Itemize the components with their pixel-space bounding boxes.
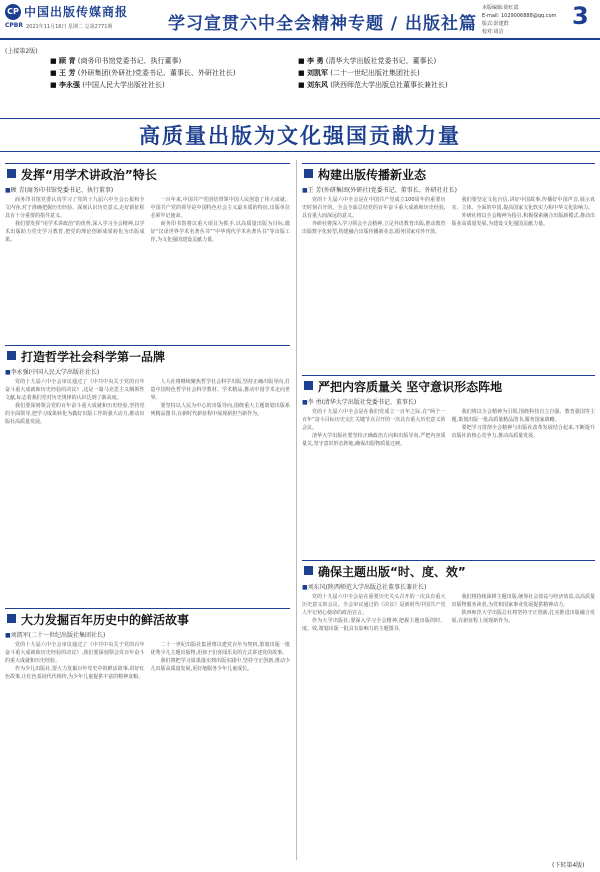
article-academic-politics (5, 163, 290, 341)
text-column (302, 593, 446, 633)
text-column (452, 196, 596, 236)
newspaper-abbr: CPBR (5, 22, 23, 29)
contributor (298, 67, 448, 79)
continued-to-page: (下转第4版) (552, 862, 585, 869)
editor-line: 版式:彭建群 (482, 21, 509, 27)
section-title: 学习宣贯六中全会精神专题 / 出版社篇 (168, 14, 478, 34)
paragraph: 商务印书馆将以重大项目为抓手,以高质量出版为目标,做好“汉译世界学术名著丛书”“中华现代学术名著丛书”等出版工作,为文化强国建设贡献力量。 (150, 221, 290, 243)
text-column (151, 378, 291, 426)
contributor (50, 55, 236, 67)
text-column (452, 408, 596, 448)
issue-date: 2021年11月16日 (26, 24, 67, 30)
paragraph: 党的十九届六中全会是在重要历史关头召开的一次具有重大历史意义的会议。全会审议通过的《决议》是新时代中国共产党人牢记初心使命的政治宣言。 (302, 594, 446, 616)
paragraph: 一百年来,中国共产党团结带领中国人民创造了伟大成就。中国共产党的领导是中国特色社会主义最本质的特征,出版单位必须牢记使命。 (150, 197, 290, 219)
contributor-title: (陕西师范大学出版总社董事长兼社长) (330, 81, 448, 89)
masthead (0, 0, 600, 40)
main-headline: 高质量出版为文化强国贡献力量 (139, 124, 461, 148)
paragraph: 作为大学出版社,要深入学习全会精神,把握主题出版的时、度、效,策划出版一批具有影响力的主题图书。 (302, 618, 446, 632)
paragraph: 人大社将继续聚焦哲学社会科学出版,坚持正确出版导向,打造中国特色哲学社会科学教材、学术精品,推动中国学术走向世界。 (150, 379, 290, 401)
contributor-title: (清华大学出版社党委书记、董事长) (325, 57, 437, 65)
article-theme-publishing (302, 560, 595, 855)
paragraph: 我们要深刻领会党的百年奋斗重大成就和历史经验,坚持党的全面领导,把学习成果转化为做好出版工作的强大动力,推动出版社高质量发展。 (5, 403, 145, 425)
text-column (5, 196, 145, 244)
text-column (151, 196, 291, 244)
main-headline-banner (0, 118, 600, 152)
paragraph: 作为少儿出版社,要大力发掘百年党史中的鲜活故事,讲好红色故事,让红色基因代代相传,为少年儿童提供丰富的精神食粮。 (5, 666, 145, 680)
contributors-right (298, 55, 448, 91)
paragraph: 要把学习贯彻全会精神与出版社改革发展结合起来,不断提升出版社的核心竞争力,推动高质量发展。 (451, 425, 595, 439)
column-divider (296, 160, 297, 860)
editor-email[interactable]: E-mail: 1029006888@qq.com (482, 13, 557, 19)
paragraph: 外研社将深入学习领会全会精神,立足外语教育出版,推动教育出版数字化转型,构建融合出版传播新业态,服务国家对外开放。 (302, 221, 446, 235)
newspaper-name: 中国出版传媒商报 (24, 5, 129, 19)
article-byline: ■ 李 勇(清华大学出版社党委书记、董事长) (302, 397, 595, 406)
article-title: 发挥“用学术讲政治”特长 (5, 163, 290, 183)
article-content-quality (302, 375, 595, 540)
contributor-name: ■ 李 勇 (298, 57, 324, 65)
paragraph: 我们将把学习成果落实到出版实践中,坚持守正创新,推动少儿出版高质量发展,更好地服务少年儿童成长。 (150, 658, 290, 672)
contributor-title: (二十一世纪出版社集团社长) (330, 69, 420, 77)
article-byline: ■ 刘东风(陕西师范大学出版总社董事长兼社长) (302, 582, 595, 591)
contributor-name: ■ 刘东风 (298, 81, 329, 89)
editor-line: 本版编辑:徐红霞 (482, 5, 519, 11)
contributor (298, 79, 448, 91)
article-social-science-brand (5, 345, 290, 525)
article-title: 构建出版传播新业态 (302, 163, 595, 183)
contributor-title: (商务印书馆党委书记、执行董事) (77, 57, 182, 65)
continued-note: (上接第2版) (5, 48, 38, 55)
issue-weekday: 星期二 (68, 24, 84, 30)
paragraph: 我们将持续深耕主题出版,统筹社会效益与经济效益,以高质量出版物服务读者,为党和国家事业发展提供精神动力。 (451, 594, 595, 608)
contributor (50, 79, 236, 91)
newspaper-logo-icon: CP (5, 4, 21, 20)
paragraph: 我们要发挥“用学术讲政治”的优势,深入学习全会精神,以学术出版助力党史学习教育,把党的理论创新成果转化为出版成果。 (5, 221, 145, 243)
contributor-title: (中国人民大学出版社社长) (82, 81, 165, 89)
article-publishing-ecosystem (302, 163, 595, 318)
contributor-name: ■ 李永强 (50, 81, 81, 89)
contributor-name: ■ 顾 青 (50, 57, 76, 65)
article-byline: ■ 顾 青(商务印书馆党委书记、执行董事) (5, 185, 290, 194)
page-number: 3 (572, 2, 589, 30)
editor-line: 校对:周洁 (482, 29, 504, 35)
paragraph: 党的十九届六中全会审议通过了《中共中央关于党的百年奋斗重大成就和历史经验的决议》,这是一篇马克思主义纲领性文献,标志着我们党对历史规律的认识达到了新高度。 (5, 379, 145, 401)
paragraph: 陕西师范大学出版总社将坚持守正创新,扎实推进出版融合发展,在新征程上展现新作为。 (451, 610, 595, 624)
article-byline: ■ 王 芳(外研集团(外研社)党委书记、董事长、外研社社长) (302, 185, 595, 194)
paragraph: 我们将以全会精神为引领,围绕科技自立自强、教育强国等主题,策划出版一批高质量精品图书,服务国家战略。 (451, 409, 595, 423)
contributor-title: (外研集团(外研社)党委书记、董事长、外研社社长) (77, 69, 236, 77)
text-column (5, 641, 145, 681)
article-title: 严把内容质量关 坚守意识形态阵地 (302, 375, 595, 395)
paragraph: 二十一世纪出版社集团将以建党百年为契机,策划出版一批优秀少儿主题出版物,用孩子们喜闻乐见的方式讲述党的故事。 (150, 642, 290, 656)
issue-line (26, 23, 112, 30)
paragraph: 党的十九届六中全会审议通过了《中共中央关于党的百年奋斗重大成就和历史经验的决议》,我们要深刻领会党百年奋斗的重大成就和历史经验。 (5, 642, 145, 664)
paragraph: 党的十九届六中全会是在我们党成立一百年之际,在“两个一百年”奋斗目标历史交汇关键节点召开的一次具有重大历史意义的会议。 (302, 409, 446, 431)
paragraph: 要坚持以人民为中心的出版导向,围绕重大主题策划出版系列精品图书,在新时代新征程中展现新担当新作为。 (150, 403, 290, 417)
paragraph: 清华大学出版社要坚持正确政治方向和出版导向,严把内容质量关,坚守意识形态阵地,确保出版物质量过硬。 (302, 433, 446, 447)
text-column (5, 378, 145, 426)
editors-box (482, 4, 556, 36)
article-history-stories (5, 608, 290, 858)
issue-number: 总第2771期 (84, 24, 113, 30)
text-column (302, 196, 446, 236)
text-column (302, 408, 446, 448)
text-column (151, 641, 291, 681)
paragraph: 商务印书馆党委认真学习了党的十九届六中全会公报和全文内容,对于准确把握历史经验、深刻认识历史意义,走好新征程具有十分重要的指导意义。 (5, 197, 145, 219)
contributor-name: ■ 刘凯军 (298, 69, 329, 77)
article-title: 大力发掘百年历史中的鲜活故事 (5, 608, 290, 628)
paragraph: 党的十九届六中全会是在中国共产党成立100周年的重要历史时刻召开的。全会全面总结党的百年奋斗重大成就和历史经验,具有重大而深远的意义。 (302, 197, 446, 219)
article-byline: ■ 刘凯军(二十一世纪出版社集团社长) (5, 630, 290, 639)
contributor-name: ■ 王 芳 (50, 69, 76, 77)
paragraph: 外研社将以全会精神为指引,积极探索融合出版新模式,推动出版业高质量发展,为建设文化强国贡献力量。 (451, 213, 595, 227)
article-title: 打造哲学社会科学第一品牌 (5, 345, 290, 365)
text-column (452, 593, 596, 633)
article-byline: ■ 李永强(中国人民大学出版社社长) (5, 367, 290, 376)
contributor (298, 55, 448, 67)
contributor (50, 67, 236, 79)
paragraph: 我们要坚定文化自信,讲好中国故事,传播好中国声音,展示真实、立体、全面的中国,提高国家文化软实力和中华文化影响力。 (451, 197, 595, 211)
article-title: 确保主题出版“时、度、效” (302, 560, 595, 580)
contributors-left (50, 55, 236, 91)
